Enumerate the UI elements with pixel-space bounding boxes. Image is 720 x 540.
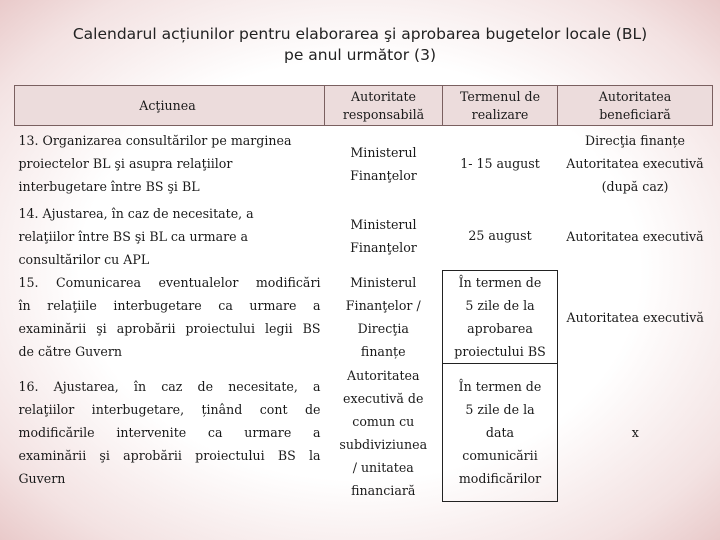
cell-action	[15, 126, 325, 202]
text-line: 13. Organizarea consultărilor pe marginea	[18, 133, 292, 149]
text-line: În termen de	[458, 379, 542, 394]
text-line: examinării şi aprobării proiectului legii BS	[18, 321, 321, 336]
text-line: interbugetare între BS şi BL	[18, 179, 200, 195]
table-row	[15, 364, 713, 502]
cell-responsible	[325, 364, 443, 502]
cell-action	[15, 364, 325, 502]
text-line: Ministerul	[350, 144, 417, 160]
text-line: de către Guvern	[18, 344, 122, 359]
cell-beneficiary	[558, 364, 713, 502]
header-beneficiary	[558, 86, 713, 126]
text-line: Ministerul	[350, 217, 417, 232]
text-line: relaţiilor interbugetare, ținând cont de	[18, 402, 321, 417]
text-line: Finanţelor	[350, 167, 417, 183]
title-line-1: Calendarul acțiunilor pentru elaborarea şi aprobarea bugetelor locale (BL)	[72, 25, 648, 43]
cell-responsible	[325, 271, 443, 364]
header-responsible	[325, 86, 443, 126]
text-line: (după caz)	[601, 179, 669, 195]
cell-beneficiary	[558, 126, 713, 202]
text-line: executivă de	[343, 390, 424, 406]
cell-deadline	[443, 364, 558, 502]
cell-responsible	[325, 202, 443, 271]
text-line: 14. Ajustarea, în caz de necesitate, a	[18, 205, 254, 221]
text-line: Ministerul	[350, 275, 417, 290]
text-line: Autoritatea	[347, 367, 420, 383]
header-responsible-line-2: responsabilă	[342, 106, 425, 122]
text-line: Finanţelor	[350, 240, 417, 255]
page-title	[0, 24, 720, 66]
text-line: 5 zile de la	[465, 298, 535, 313]
text-line: consultărilor cu APL	[18, 251, 150, 267]
text-line: financiară	[351, 482, 416, 498]
text-line: x	[631, 425, 639, 440]
text-line: examinării şi aprobării proiectului BS la	[18, 448, 321, 463]
header-action: Acţiunea	[15, 86, 325, 126]
cell-responsible	[325, 126, 443, 202]
text-line: în relaţiile interbugetare ca urmare a	[18, 298, 321, 313]
cell-beneficiary	[558, 271, 713, 364]
table-header-row	[15, 86, 713, 126]
table-row	[15, 271, 713, 364]
header-deadline	[443, 86, 558, 126]
cell-action	[15, 271, 325, 364]
text-line: 25 august	[468, 228, 532, 244]
table-row	[15, 126, 713, 202]
text-line: 5 zile de la	[465, 402, 535, 417]
text-line: Autoritatea executivă	[566, 156, 704, 172]
cell-beneficiary	[558, 202, 713, 271]
text-line: 15. Comunicarea eventualelor modificări	[18, 275, 321, 290]
header-deadline-line-2: realizare	[471, 106, 529, 122]
text-line: relaţiilor între BS şi BL ca urmare a	[18, 228, 249, 244]
calendar-table	[14, 85, 713, 502]
text-line: Direcţia finanțe	[585, 133, 685, 149]
header-deadline-line-1: Termenul de	[459, 88, 541, 104]
text-line: / unitatea	[352, 459, 414, 475]
text-line: proiectului BS	[454, 344, 546, 359]
text-line: Autoritatea executivă	[566, 309, 704, 325]
text-line: 16. Ajustarea, în caz de necesitate, a	[18, 379, 321, 394]
header-beneficiary-line-2: beneficiară	[599, 106, 671, 122]
text-line: comunicării	[462, 448, 538, 463]
text-line: Direcţia	[357, 321, 409, 336]
text-line: Autoritatea executivă	[566, 228, 704, 244]
cell-deadline	[443, 202, 558, 271]
text-line: subdiviziunea	[339, 436, 428, 452]
header-responsible-line-1: Autoritate	[351, 88, 416, 104]
text-line: proiectelor BL şi asupra relaţiilor	[18, 156, 233, 172]
text-line: data	[485, 425, 515, 440]
text-line: Guvern	[18, 471, 66, 486]
cell-deadline	[443, 271, 558, 364]
text-line: 1- 15 august	[460, 156, 540, 172]
text-line: modificărilor	[458, 471, 542, 486]
cell-action	[15, 202, 325, 271]
cell-deadline	[443, 126, 558, 202]
text-line: finanțe	[360, 344, 406, 359]
text-line: aprobarea	[467, 321, 533, 336]
text-line: În termen de	[458, 275, 542, 290]
text-line: comun cu	[352, 413, 415, 429]
header-beneficiary-line-1: Autoritatea	[598, 88, 672, 104]
text-line: Finanţelor /	[345, 298, 421, 313]
text-line: modificările intervenite ca urmare a	[18, 425, 321, 440]
title-line-2: pe anul următor (3)	[283, 46, 437, 64]
table-row	[15, 202, 713, 271]
